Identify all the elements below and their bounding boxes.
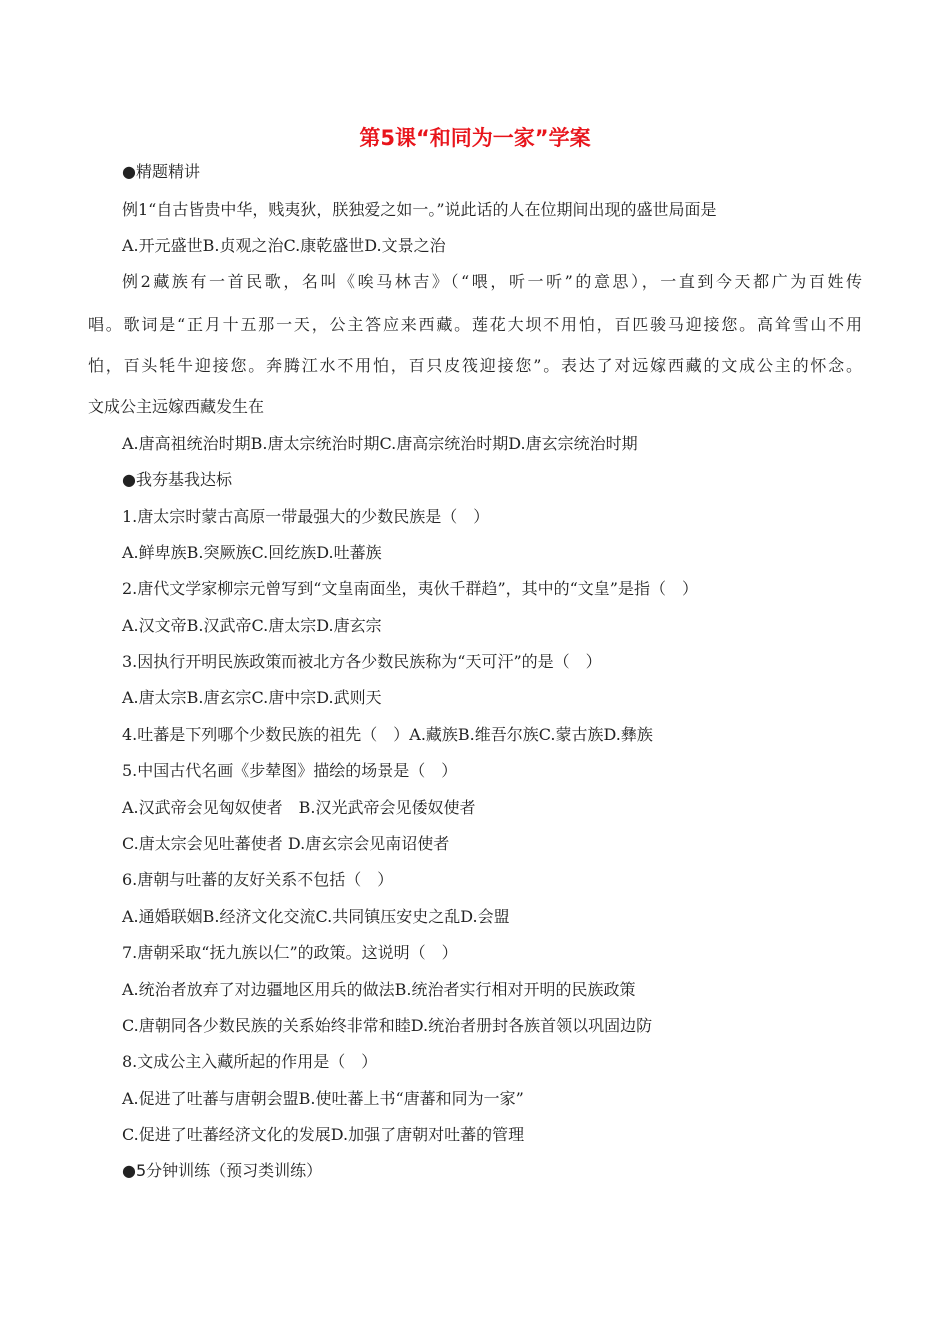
example-2-line-4: 文成公主远嫁西藏发生在 bbox=[88, 397, 265, 416]
section-heading-preview-training: ●5分钟训练（预习类训练） bbox=[122, 1161, 323, 1180]
question-8: 8.文成公主入藏所起的作用是（ ） bbox=[122, 1052, 378, 1071]
question-4: 4.吐蕃是下列哪个少数民族的祖先（ ）A.藏族B.维吾尔族C.蒙古族D.彝族 bbox=[122, 725, 653, 744]
question-8-options-ab: A.促进了吐蕃与唐朝会盟B.使吐蕃上书“唐蕃和同为一家” bbox=[122, 1089, 524, 1108]
example-2-line-1: 例2藏族有一首民歌，名叫《唉马林吉》（“喂，听一听”的意思），一直到今天都广为百姓传 bbox=[122, 272, 862, 291]
question-7-options-cd: C.唐朝同各少数民族的关系始终非常和睦D.统治者册封各族首领以巩固边防 bbox=[122, 1016, 653, 1035]
example-2-line-2: 唱。歌词是“正月十五那一天，公主答应来西藏。莲花大坝不用怕，百匹骏马迎接您。高耸雪山不用 bbox=[88, 315, 862, 334]
question-7: 7.唐朝采取“抚九族以仁”的政策。这说明（ ） bbox=[122, 943, 458, 962]
question-5: 5.中国古代名画《步辇图》描绘的场景是（ ） bbox=[122, 761, 458, 780]
question-1: 1.唐太宗时蒙古高原一带最强大的少数民族是（ ） bbox=[122, 507, 490, 526]
page-title: 第5课“和同为一家”学案 bbox=[359, 126, 591, 150]
question-6-options: A.通婚联姻B.经济文化交流C.共同镇压安史之乱D.会盟 bbox=[122, 907, 510, 926]
question-5-options-cd: C.唐太宗会见吐蕃使者 D.唐玄宗会见南诏使者 bbox=[122, 834, 450, 853]
question-2: 2.唐代文学家柳宗元曾写到“文皇南面坐，夷伙千群趋”，其中的“文皇”是指（ ） bbox=[122, 579, 698, 598]
question-8-options-cd: C.促进了吐蕃经济文化的发展D.加强了唐朝对吐蕃的管理 bbox=[122, 1125, 525, 1144]
question-2-options: A.汉文帝B.汉武帝C.唐太宗D.唐玄宗 bbox=[122, 616, 382, 635]
example-2-line-3: 怕，百头牦牛迎接您。奔腾江水不用怕，百只皮筏迎接您”。表达了对远嫁西藏的文成公主的怀念。 bbox=[88, 356, 862, 375]
question-6: 6.唐朝与吐蕃的友好关系不包括（ ） bbox=[122, 870, 394, 889]
section-heading-explanations: ●精题精讲 bbox=[122, 162, 200, 181]
question-3: 3.因执行开明民族政策而被北方各少数民族称为“天可汗”的是（ ） bbox=[122, 652, 602, 671]
example-1-question: 例1“自古皆贵中华，贱夷狄，朕独爱之如一。”说此话的人在位期间出现的盛世局面是 bbox=[122, 200, 717, 219]
question-3-options: A.唐太宗B.唐玄宗C.唐中宗D.武则天 bbox=[122, 688, 382, 707]
question-1-options: A.鲜卑族B.突厥族C.回纥族D.吐蕃族 bbox=[122, 543, 382, 562]
section-heading-basics: ●我夯基我达标 bbox=[122, 470, 232, 489]
question-7-options-ab: A.统治者放弃了对边疆地区用兵的做法B.统治者实行相对开明的民族政策 bbox=[122, 980, 636, 999]
example-2-options: A.唐高祖统治时期B.唐太宗统治时期C.唐高宗统治时期D.唐玄宗统治时期 bbox=[122, 434, 638, 453]
question-5-options-ab: A.汉武帝会见匈奴使者 B.汉光武帝会见倭奴使者 bbox=[122, 798, 476, 817]
example-1-options: A.开元盛世B.贞观之治C.康乾盛世D.文景之治 bbox=[122, 236, 446, 255]
